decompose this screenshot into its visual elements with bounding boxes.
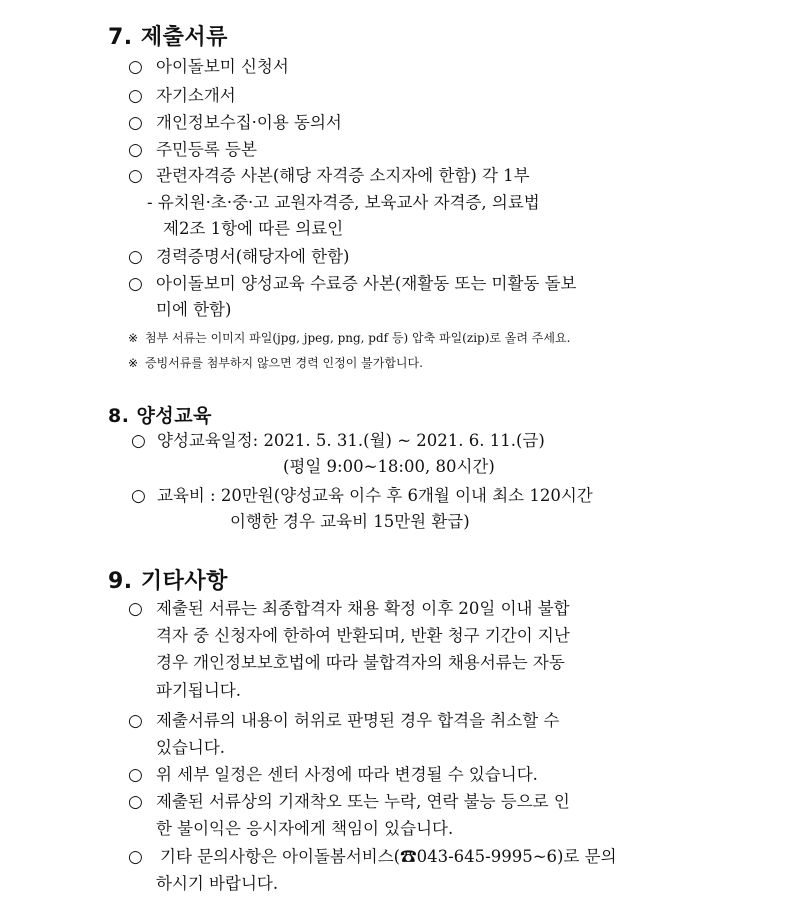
bullet-icon: ○ [128,711,143,731]
bullet-icon: ○ [128,86,143,106]
list-item: 자기소개서 [156,86,236,105]
list-item: 제출서류의 내용이 허위로 판명된 경우 합격을 취소할 수 [156,711,560,730]
list-item-continuation: 한 불이익은 응시자에게 책임이 있습니다. [156,819,454,838]
list-item-continuation: 있습니다. [156,738,226,757]
list-item: 제출된 서류상의 기재착오 또는 누락, 연락 불능 등으로 인 [156,792,570,811]
list-item: 경력증명서(해당자에 한함) [156,247,350,266]
section-9-title: 9. 기타사항 [108,569,228,594]
bullet-icon: ○ [128,247,143,267]
list-item-continuation: 파기됩니다. [156,681,241,700]
fee-line: 이행한 경우 교육비 15만원 환급) [230,512,470,531]
note-icon: ※ [128,331,139,345]
bullet-icon: ○ [128,57,143,77]
list-item-continuation: 격자 중 신청자에 한하여 반환되며, 반환 청구 기간이 지난 [156,626,570,645]
list-item: 기타 문의사항은 아이돌봄서비스(☎043-645-9995~6)로 문의 [160,847,617,866]
attachment-note: 증빙서류를 첨부하지 않으면 경력 인정이 불가합니다. [145,356,423,370]
list-item: 아이돌보미 신청서 [156,57,289,76]
list-item: 관련자격증 사본(해당 자격증 소지자에 한함) 각 1부 [156,166,530,185]
list-item-continuation: 하시기 바랍니다. [156,874,279,893]
attachment-note: 첨부 서류는 이미지 파일(jpg, jpeg, png, pdf 등) 압축 파일(zip)로 올려 주세요. [145,331,571,345]
list-item-continuation: 경우 개인정보보호법에 따라 불합격자의 채용서류는 자동 [156,653,565,672]
sub-item-line: 제2조 1항에 따른 의료인 [163,219,344,238]
bullet-icon: ○ [128,847,143,867]
fee-line: 교육비 : 20만원(양성교육 이수 후 6개월 이내 최소 120시간 [157,486,593,505]
bullet-icon: ○ [128,166,143,186]
list-item: 제출된 서류는 최종합격자 채용 확정 이후 20일 이내 불합 [156,599,570,618]
bullet-icon: ○ [128,113,143,133]
list-item: 개인정보수집·이용 동의서 [156,113,342,132]
bullet-icon: ○ [128,765,143,785]
list-item-continuation: 미에 한함) [156,300,232,319]
section-7-title: 7. 제출서류 [108,25,228,50]
schedule-line: 양성교육일정: 2021. 5. 31.(월) ~ 2021. 6. 11.(금) [157,431,545,450]
list-item: 주민등록 등본 [156,140,257,159]
bullet-icon: ○ [131,431,146,451]
bullet-icon: ○ [128,140,143,160]
note-icon: ※ [128,356,139,370]
bullet-icon: ○ [128,792,143,812]
bullet-icon: ○ [128,274,143,294]
list-item: 위 세부 일정은 센터 사정에 따라 변경될 수 있습니다. [156,765,538,784]
sub-item-line: - 유치원·초·중·고 교원자격증, 보육교사 자격증, 의료법 [147,193,540,212]
bullet-icon: ○ [131,486,146,506]
schedule-line: (평일 9:00~18:00, 80시간) [283,457,495,476]
section-8-title: 8. 양성교육 [108,405,212,427]
list-item: 아이돌보미 양성교육 수료증 사본(재활동 또는 미활동 돌보 [156,274,577,293]
bullet-icon: ○ [128,599,143,619]
